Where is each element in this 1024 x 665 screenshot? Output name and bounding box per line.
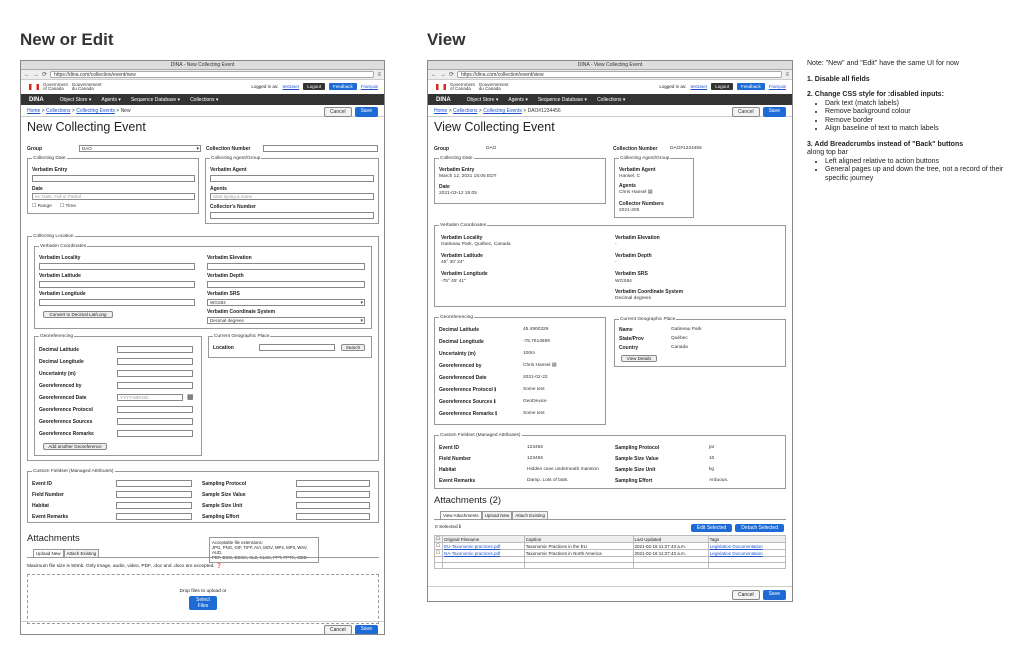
tab-view-attachments[interactable]: View Attachments — [440, 511, 482, 519]
date-input[interactable]: ex: Date, Full or Partial — [32, 193, 195, 200]
back-icon[interactable]: ← — [431, 71, 437, 78]
verbatim-longitude-input[interactable] — [39, 299, 195, 306]
time-checkbox[interactable]: ☐ Time — [60, 204, 77, 209]
forward-icon[interactable]: → — [440, 71, 446, 78]
detach-selected-button[interactable]: Detach Selected — [735, 524, 784, 532]
georeferencing-fieldset: Georeferencing Decimal Latitude Decimal Longitude Uncertainty (m) Georeferenced by Georeferenced Date YYYY-MM-DD ▦ Georeference Protocol Georeference Sources Georeference Remarks Add another Georeference — [34, 336, 202, 456]
collecting-date-fieldset: Collecting Date Verbatim Entry March 12, 2021 15:05 EDT Date 2021-03-12 15:05 — [434, 158, 606, 204]
brand[interactable]: DINA — [29, 96, 44, 103]
attachments-heading: Attachments — [27, 533, 80, 544]
verbatim-coords-fieldset: Verbatim Coordinates Verbatim Locality Gatineau Park, Québec, Canada Verbatim Elevation - Verbatim Latitude 45° 30' 24" Verbatim Depth - Verbatim Longitude -75° 45' 41" Verbatim SRS WGS84 Verbatim Coordinate System Decimal degrees — [434, 225, 786, 307]
verbatim-depth-input[interactable] — [207, 281, 365, 288]
add-georeference-button[interactable]: Add another Georeference — [43, 443, 107, 450]
collectors-number-input[interactable] — [210, 212, 374, 219]
coord-system-select[interactable]: Decimal degrees ▾ — [207, 317, 365, 324]
verbatim-coords-fieldset: Verbatim Coordinates Verbatim Locality Verbatim Elevation Verbatim Latitude Verbatim Depth Verbatim Longitude Verbatim SRS WGS84 ▾ Convert to Decimal Lat/Long Verbatim Coordinate System Decimal degrees ▾ — [34, 246, 372, 329]
verbatim-srs-select[interactable]: WGS84 ▾ — [207, 299, 365, 306]
logout-button[interactable]: Logout — [303, 83, 325, 90]
sampling-effort-input[interactable] — [296, 513, 370, 520]
event-id-input[interactable] — [116, 480, 192, 487]
tab-upload-new[interactable]: Upload New — [482, 511, 513, 519]
verbatim-entry-input[interactable] — [32, 175, 195, 182]
sample-size-value-input[interactable] — [296, 491, 370, 498]
search-button[interactable]: Search — [341, 344, 365, 351]
window-title: DINA - View Collecting Event — [428, 61, 792, 70]
save-button-bottom[interactable]: Save — [763, 590, 786, 600]
collecting-location-fieldset: Collecting Location Verbatim Coordinates Verbatim Locality Verbatim Elevation Verbatim Latitude Verbatim Depth Verbatim Longitude Verbatim SRS WGS84 ▾ Convert to Decimal Lat/Long Verbatim Coordinate System Decimal degrees ▾ Georeferencing Decimal Latitude Decimal Longitude Uncertainty (m) Georeferenced by Georeferenced Date YYYY-MM-DD ▦ Georeference Protocol Georeference Sources Georeference Remarks Add another Georeference Current Geographic Place Location Search — [27, 236, 379, 461]
geo-protocol-input[interactable] — [117, 406, 193, 413]
group-select[interactable]: DAO ▾ — [79, 145, 201, 152]
georeferenced-by-input[interactable] — [117, 382, 193, 389]
view-details-button[interactable]: View Details — [621, 355, 657, 362]
decimal-longitude-input[interactable] — [117, 358, 193, 365]
current-place-fieldset: Current Geographic Place Location Search — [208, 336, 372, 358]
save-button[interactable]: Save — [355, 107, 378, 117]
gov-header: Government of Canada Gouvernement du Canada Logged in as: testUser Logout Feedback Français — [428, 80, 792, 94]
agent-group-fieldset: Collecting Agent/Group Verbatim Agent Agents Start typing a name Collector's Number — [205, 158, 379, 224]
cancel-button[interactable]: Cancel — [732, 107, 760, 117]
geo-sources-input[interactable] — [117, 418, 193, 425]
main-nav — [428, 94, 792, 105]
extensions-tooltip: Acceptable file extensions: JPG, PNG, GIF, TIFF, AVI, MOV, MP4, MP3, WAV, AUD, PDF, DOC, DOCX, XLS, XLSX, PPT, PPTX, WEB — [209, 537, 319, 563]
agent-group-fieldset: Collecting Agent/Group Verbatim Agent Hansel, C Agents Chris Hansel ▤ Collector Numbers 2021-205 — [614, 158, 694, 218]
calendar-icon[interactable]: ▦ — [187, 394, 194, 401]
main-nav — [21, 94, 384, 105]
info-icon[interactable]: ℹ — [493, 399, 496, 405]
francais-link[interactable]: Français — [360, 84, 378, 89]
sampling-protocol-input[interactable] — [296, 480, 370, 487]
save-button[interactable]: Save — [763, 107, 786, 117]
select-files-button[interactable]: Select Files — [189, 596, 217, 610]
breadcrumb: Home > Collections > Collecting Events > DAO#1234456 Cancel Save — [428, 105, 792, 117]
nav-collections[interactable]: Collections ▾ — [597, 96, 626, 103]
table-row[interactable]: ☐ EU-Taxonomic-practices.pdf Taxonomic Practices in the EU 2021-02-18 11:27:43 a.m. Legislation Documentation — [435, 543, 786, 550]
tab-upload-new[interactable]: Upload New — [33, 549, 64, 557]
url-bar — [21, 70, 384, 80]
decimal-latitude-input[interactable] — [117, 346, 193, 353]
menu-icon[interactable]: ≡ — [785, 71, 789, 78]
reload-icon[interactable]: ⟳ — [42, 72, 48, 78]
info-icon[interactable]: ℹ — [494, 387, 497, 393]
nav-agents[interactable]: Agents ▾ — [101, 96, 121, 103]
cancel-button[interactable]: Cancel — [324, 107, 352, 117]
collecting-date-fieldset: Collecting Date Verbatim Entry Date ex: Date, Full or Partial ☐ Range ☐ Time — [27, 158, 199, 214]
tab-attach-existing[interactable]: Attach Existing — [512, 511, 548, 519]
page-title: New Collecting Event — [27, 120, 146, 134]
heading-new-edit: New or Edit — [20, 30, 114, 49]
georeferenced-date-input[interactable]: YYYY-MM-DD — [117, 394, 183, 401]
drop-zone[interactable]: Drop files to upload or Select Files — [27, 574, 379, 624]
canada-flag-icon — [436, 84, 446, 90]
edit-window: DINA - New Collecting Event ← → ⟳ https://dina.com/collection/event/new ≡ Government of Canada Gouvernement du Canada Logged in as: testUser Logout Feedback Français DINA Object Store ▾ Agents ▾ Sequence Database ▾ Collections ▾ Home > Collections > Collecting Events > New Cancel Save New Collecting Event Group DAO ▾ Collection Number Collecting Date Verbatim Entry Date ex: Date, Full or Partial ☐ Range ☐ Time Collecting Agent/Group Verbatim Agent Agents Start typing a name Collector's Number Collecting Location Verbatim Coordinates Verbatim Locality Verbatim Elevation Verbatim Latitude Verbatim Depth Verbatim Longitude Verbatim SRS WGS84 ▾ Convert to Decimal Lat/Long Verbatim Coordinate System Decimal degrees ▾ Georeferencing Decimal Latitude Decimal Longitude Uncertainty (m) Georeferenced by Georeferenced Date YYYY-MM-DD ▦ Georeference Protocol Georeference Sources Georeference Remarks Add another Georeference Current Geographic Place Location Search Custom Fieldset (Managed Attributes) Event ID Sampling Protocol Field Number Sample Size Value Habitat Sample Size Unit Event Remarks Sampling Effort Attachments Acceptable file extensions: JPG, PNG, GIF, TIFF, AVI, MOV, MP4, MP3, WAV, AUD, PDF, DOC, DOCX, XLS, XLSX, PPT, PPTX, WEB Upload New Attach Existing Maximum file size is 50mb. Only image, audio, video, PDF, .doc and .docx are accepted. ❓ Drop files to upload or Select Files Cancel Save — [20, 60, 385, 635]
card-icon[interactable]: ▤ — [647, 190, 653, 195]
logout-button[interactable]: Logout — [711, 83, 733, 90]
url-input[interactable]: https://dina.com/collection/event/new — [50, 71, 374, 78]
georeferencing-fieldset: Georeferencing Decimal Latitude 45.4900329 Decimal Longitude -75.7614659 Uncertainty (m) 100m Georeferenced by Chris Hansel ▤ Georeferenced Date 2021-02-22 Georeference Protocol ℹ Some text Georeference Sources ℹ GeoDevice Georeference Remarks ℹ Some text — [434, 317, 606, 425]
range-checkbox[interactable]: ☐ Range — [32, 204, 52, 209]
canada-flag-icon — [29, 84, 39, 90]
event-remarks-input[interactable] — [116, 513, 192, 520]
design-notes: Note: "New" and "Edit" have the same UI for now 1. Disable all fields 2. Change CSS style for :disabled inputs: • Dark text (match labels) • Remove background colour • Remove border • Align baseline of text to match labels 3. Add Breadcrumbs instead of "Back" buttons along top bar • Left aligned relative to action buttons • General pages up and down the tree, not a record of their specific journey — [807, 60, 1007, 183]
cancel-button-bottom[interactable]: Cancel — [732, 590, 760, 600]
save-button-bottom[interactable]: Save — [355, 625, 378, 635]
feedback-button[interactable]: Feedback — [329, 83, 357, 90]
nav-agents[interactable]: Agents ▾ — [508, 96, 528, 103]
convert-button[interactable]: Convert to Decimal Lat/Long — [43, 311, 113, 318]
nav-object-store[interactable]: Object Store ▾ — [466, 96, 499, 103]
current-place-fieldset: Current Geographic Place Name Gatineau Park State/Prov Québec Country Canada View Details — [614, 319, 786, 367]
menu-icon[interactable]: ≡ — [377, 71, 381, 78]
attachments-heading: Attachments (2) — [434, 495, 502, 506]
url-input[interactable]: https://dina.com/collection/event/view — [457, 71, 782, 78]
field-number-input[interactable] — [116, 491, 192, 498]
nav-object-store[interactable]: Object Store ▾ — [59, 96, 92, 103]
max-size-note: Maximum file size is 50mb. Only image, audio, video, PDF, .doc and .docx are accepted. ❓ — [27, 564, 223, 569]
verbatim-agent-input[interactable] — [210, 175, 374, 182]
custom-fieldset: Custom Fieldset (Managed Attributes) Event ID 123456 Sampling Protocol jar Field Number 123456 Sample Size Value 10 Habitat Hidden cave underneath mansion Sample Size Unit kg Event Remarks Damp. Lots of bats. Sampling Effort Arduous. — [434, 435, 786, 489]
nav-collections[interactable]: Collections ▾ — [190, 96, 219, 103]
nav-sequence-db[interactable]: Sequence Database ▾ — [537, 96, 588, 103]
brand[interactable]: DINA — [436, 96, 451, 103]
location-input[interactable] — [259, 344, 335, 351]
francais-link[interactable]: Français — [768, 84, 786, 89]
geo-remarks-input[interactable] — [117, 430, 193, 437]
table-row[interactable]: ☐ NA-Taxonomic-practices.pdf Taxonomic Practices in North America 2021-02-18 11:27:43 a.m. Legislation Documentation — [435, 550, 786, 557]
custom-fieldset: Custom Fieldset (Managed Attributes) Event ID Sampling Protocol Field Number Sample Size Value Habitat Sample Size Unit Event Remarks Sampling Effort — [27, 471, 379, 523]
forward-icon[interactable]: → — [33, 71, 39, 78]
window-title: DINA - New Collecting Event — [21, 61, 384, 70]
verbatim-latitude-input[interactable] — [39, 281, 195, 288]
user-link[interactable]: testUser — [690, 84, 708, 89]
gov-header: Government of Canada Gouvernement du Canada Logged in as: testUser Logout Feedback Français — [21, 80, 384, 94]
card-icon[interactable]: ▤ — [551, 363, 557, 368]
back-icon[interactable]: ← — [24, 71, 30, 78]
attachments-table: ☐ Original Filename Caption Last Updated Tags ☐ EU-Taxonomic-practices.pdf Taxonomic Practices in the EU 2021-02-18 11:27:43 a.m. Legislation Documentation ☐ NA-Taxonomic-practices.pdf Taxonomic Practices in North America 2021-02-18 11:27:43 a.m. Legislation Documentation — [434, 535, 786, 569]
tab-attach-existing[interactable]: Attach Existing — [64, 549, 100, 557]
page-title: View Collecting Event — [434, 120, 555, 134]
url-bar — [428, 70, 792, 80]
edit-selected-button[interactable]: Edit Selected — [691, 524, 732, 532]
collection-number-input[interactable] — [263, 145, 378, 152]
feedback-button[interactable]: Feedback — [737, 83, 765, 90]
info-icon[interactable]: ℹ — [459, 525, 461, 530]
cancel-button-bottom[interactable]: Cancel — [324, 625, 352, 635]
verbatim-elevation-input[interactable] — [207, 263, 365, 270]
info-icon[interactable]: ℹ — [495, 411, 498, 417]
heading-view: View — [427, 30, 466, 49]
agents-input[interactable]: Start typing a name — [210, 193, 374, 200]
verbatim-locality-input[interactable] — [39, 263, 195, 270]
view-window: DINA - View Collecting Event ← → ⟳ https://dina.com/collection/event/view ≡ Government of Canada Gouvernement du Canada Logged in as: testUser Logout Feedback Français DINA Object Store ▾ Agents ▾ Sequence Database ▾ Collections ▾ Home > Collections > Collecting Events > DAO#1234456 Cancel Save View Collecting Event Group DAO Collection Number DAO#1234456 Collecting Date Verbatim Entry March 12, 2021 15:05 EDT Date 2021-03-12 15:05 Collecting Agent/Group Verbatim Agent Hansel, C Agents Chris Hansel ▤ Collector Numbers 2021-205 Verbatim Coordinates Verbatim Locality Gatineau Park, Québec, Canada Verbatim Elevation - Verbatim Latitude 45° 30' 24" Verbatim Depth - Verbatim Longitude -75° 45' 41" Verbatim SRS WGS84 Verbatim Coordinate System Decimal degrees Georeferencing Decimal Latitude 45.4900329 Decimal Longitude -75.7614659 Uncertainty (m) 100m Georeferenced by Chris Hansel ▤ Georeferenced Date 2021-02-22 Georeference Protocol ℹ Some text Georeference Sources ℹ GeoDevice Georeference Remarks ℹ Some text Current Geographic Place Name Gatineau Park State/Prov Québec Country Canada View Details Custom Fieldset (Managed Attributes) Event ID 123456 Sampling Protocol jar Field Number 123456 Sample Size Value 10 Habitat Hidden cave underneath mansion Sample Size Unit kg Event Remarks Damp. Lots of bats. Sampling Effort Arduous. Attachments (2) View Attachments Upload New Attach Existing 0 Selected ℹ Edit Selected Detach Selected ☐ Original Filename Caption Last Updated Tags ☐ EU-Taxonomic-practices.pdf Taxonomic Practices in the EU 2021-02-18 11:27:43 a.m. Legislation Documentation ☐ NA-Taxonomic-practices.pdf Taxonomic Practices in North America 2021-02-18 11:27:43 a.m. Legislation Documentation Cancel Save — [427, 60, 793, 602]
breadcrumb: Home > Collections > Collecting Events > New Cancel Save — [21, 105, 384, 117]
habitat-input[interactable] — [116, 502, 192, 509]
sample-size-unit-input[interactable] — [296, 502, 370, 509]
help-icon[interactable]: ❓ — [216, 564, 223, 569]
user-link[interactable]: testUser — [282, 84, 300, 89]
selected-count: 0 Selected — [435, 525, 458, 530]
nav-sequence-db[interactable]: Sequence Database ▾ — [130, 96, 181, 103]
reload-icon[interactable]: ⟳ — [449, 72, 455, 78]
uncertainty-input[interactable] — [117, 370, 193, 377]
